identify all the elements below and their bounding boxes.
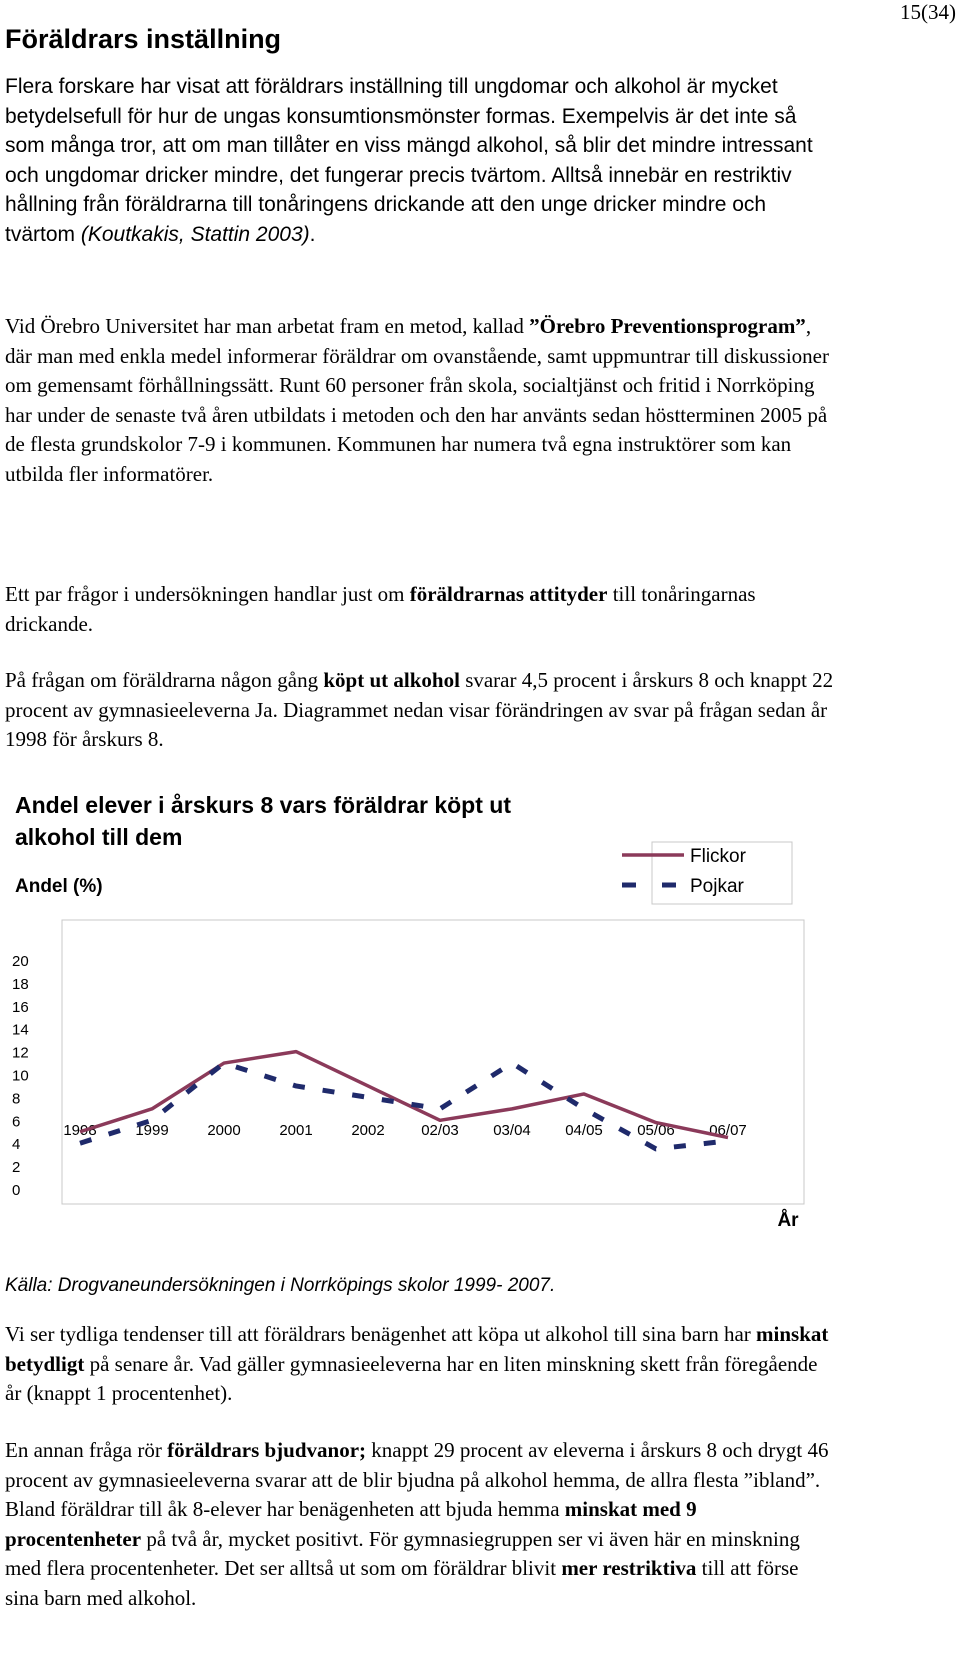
paragraph-method [5, 312, 835, 489]
chart-y-ticks [12, 953, 29, 1199]
emphasis-attitudes: föräldrarnas attityder [409, 582, 608, 606]
paragraph-trend-end: på senare år. Vad gäller gymnasieeleverna har en liten minskning skett från föregående år (knappt 1 procentenhet). [5, 1351, 818, 1405]
chart-title-line-2: alkohol till dem [15, 824, 183, 850]
paragraph-method-text: Vid Örebro Universitet har man arbetat fram en metod, kallad [5, 314, 530, 338]
chart-title-line-1: Andel elever i årskurs 8 vars föräldrar köpt ut [15, 792, 511, 818]
emphasis-nine-points: minskat med 9 procentenheter [5, 1497, 697, 1551]
citation: (Koutkakis, Stattin 2003) [80, 222, 310, 246]
paragraph-intro [5, 72, 835, 249]
paragraph-purchase-text: På frågan om föräldrarna någon gång [5, 668, 324, 692]
chart [0, 790, 820, 1250]
chart-svg [0, 790, 820, 1250]
y-tick-label: 18 [12, 975, 29, 993]
legend-label-flickor: Flickor [690, 846, 746, 867]
x-tick-label: 2002 [351, 1122, 385, 1139]
paragraph-trend-text: Vi ser tydliga tendenser till att föräldrars benägenhet att köpa ut alkohol till sina barn har [5, 1322, 757, 1346]
paragraph-attitudes [5, 580, 835, 639]
y-tick-label: 20 [12, 953, 29, 970]
legend-label-pojkar: Pojkar [690, 876, 744, 897]
paragraph-method-text-cont: , där man med enkla medel informerar föräldrar om ovanstående, samt uppmuntrar till diskussioner om gemensamt förhållningssätt. Runt 60 personer från skola, socialtjänst och fritid i Norrköping har under de senaste två åren utbildats i metoden och den har använts sedan höstterminen 2005 på de flesta grundskolor 7-9 i kommunen. Kommunen har numera två egna instruktörer som kan utbilda fler informatörer. [5, 314, 829, 486]
program-name: ”Örebro Preventionsprogram” [529, 314, 806, 338]
x-tick-label: 1998 [63, 1122, 97, 1139]
paragraph-offering-text-2: knappt 29 procent av eleverna i årskurs 8 och drygt 46 procent av gymnasieeleverna svarar att de blir bjudna på alkohol hemma, de allra flesta ”ibland”. Bland föräldrar till åk 8-elever har benägenheten att bjuda hemma [5, 1438, 829, 1521]
x-tick-label: 2001 [279, 1122, 313, 1139]
paragraph-attitudes-text: Ett par frågor i undersökningen handlar just om [5, 582, 410, 606]
paragraph-offering [5, 1436, 835, 1613]
x-tick-label: 02/03 [421, 1122, 459, 1139]
page-heading: Föräldrars inställning [5, 24, 282, 54]
y-tick-label: 6 [12, 1113, 21, 1131]
paragraph-offering-end: till att förse sina barn med alkohol. [5, 1556, 799, 1610]
paragraph-trend [5, 1320, 835, 1409]
series-line-pojkar [80, 1063, 728, 1149]
emphasis-purchase: köpt ut alkohol [323, 668, 460, 692]
emphasis-restrictive: mer restriktiva [561, 1556, 697, 1580]
chart-plot-area [62, 920, 804, 1204]
paragraph-purchase [5, 666, 835, 755]
y-tick-label: 2 [12, 1159, 21, 1177]
y-tick-label: 12 [12, 1044, 29, 1062]
chart-x-label: År [777, 1210, 799, 1231]
x-tick-label: 1999 [135, 1122, 169, 1139]
emphasis-decrease: minskat betydligt [5, 1322, 829, 1376]
chart-x-ticks [63, 1122, 746, 1139]
x-tick-label: 06/07 [709, 1122, 747, 1139]
paragraph-intro-text: Flera forskare har visat att föräldrars inställning till ungdomar och alkohol är mycket betydelsefull för hur de ungas konsumtionsmönster formas. Exempelvis är det inte så som många tror, att om man tillåter en viss mängd alkohol, så blir det mindre intressant och ungdomar dricker mindre, det fungerar precis tvärtom. Alltså innebär en restriktiv hållning från föräldrarna till tonåringens drickande att den unge dricker mindre och tvärtom [5, 75, 813, 246]
paragraph-offering-text-3: på två år, mycket positivt. För gymnasiegruppen ser vi även här en minskning med flera procentenheter. Det ser alltså ut som om föräldrar blivit [5, 1526, 800, 1580]
y-tick-label: 10 [12, 1067, 29, 1085]
paragraph-intro-end: . [309, 222, 316, 246]
paragraph-purchase-end: svarar 4,5 procent i årskurs 8 och knappt 22 procent av gymnasieeleverna Ja. Diagrammet nedan visar förändringen av svar på frågan sedan år 1998 för årskurs 8. [5, 668, 834, 751]
x-tick-label: 04/05 [565, 1122, 603, 1139]
series-line-flickor [80, 1052, 728, 1138]
x-tick-label: 03/04 [493, 1122, 531, 1139]
y-tick-label: 14 [12, 1021, 29, 1039]
x-tick-label: 2000 [207, 1122, 241, 1139]
paragraph-offering-text: En annan fråga rör [5, 1438, 168, 1462]
x-tick-label: 05/06 [637, 1122, 675, 1139]
y-tick-label: 0 [12, 1182, 21, 1199]
page-number: 15(34) [900, 0, 956, 24]
chart-series [80, 1052, 728, 1149]
y-tick-label: 4 [12, 1136, 21, 1154]
chart-source: Källa: Drogvaneundersökningen i Norrköpings skolor 1999- 2007. [5, 1275, 556, 1296]
paragraph-attitudes-end: till tonåringarnas drickande. [5, 582, 756, 636]
emphasis-offering: föräldrars bjudvanor; [167, 1438, 367, 1462]
chart-y-label: Andel (%) [15, 876, 103, 897]
y-tick-label: 8 [12, 1090, 21, 1108]
y-tick-label: 16 [12, 998, 29, 1016]
